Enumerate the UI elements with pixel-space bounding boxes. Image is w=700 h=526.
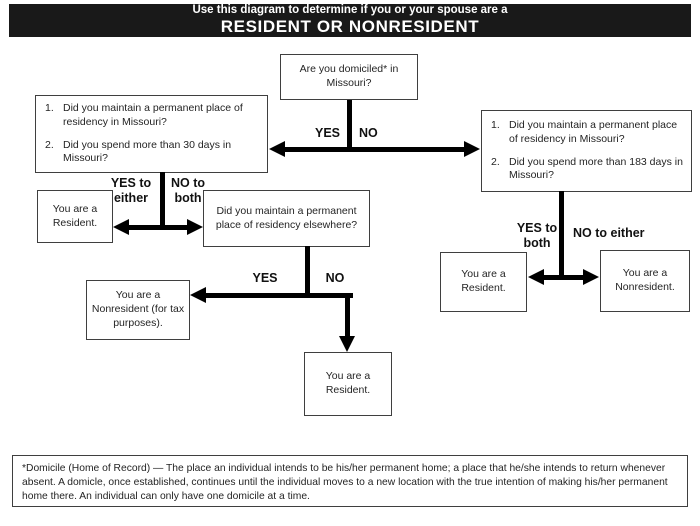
banner-subtitle: Use this diagram to determine if you or your spouse are a [192, 4, 508, 17]
arrowhead-to-right-resident [528, 269, 544, 285]
domicile-footnote: *Domicile (Home of Record) — The place an individual intends to be his/her permanent home; a place that he/she intends to return whenever absent. A domicle, once established, continues until the individual moves to a new location with the true intention of making his/her permanent home there. An individual can only have one domicile at a time. [12, 455, 688, 507]
list-number: 1. [45, 102, 54, 115]
arrowhead-to-nonresident-tax [190, 287, 206, 303]
node-nonresident-tax: You are a Nonresident (for tax purposes). [86, 280, 190, 340]
arrowhead-to-left-question [269, 141, 285, 157]
edge-label-top-no: NO [359, 126, 378, 140]
question-text: Did you spend more than 30 days in Missouri? [63, 138, 232, 165]
edge-label-right-no: NO to either [573, 226, 645, 240]
connector-top-horizontal [285, 147, 465, 152]
list-number: 1. [491, 119, 500, 132]
node-domiciled-question: Are you domiciled* in Missouri? [280, 54, 418, 100]
question-item [491, 119, 685, 146]
list-number: 2. [491, 155, 500, 168]
arrowhead-to-right-nonresident [583, 269, 599, 285]
banner-title: RESIDENT OR NONRESIDENT [220, 17, 480, 37]
node-right-nonresident: You are a Nonresident. [600, 250, 690, 312]
arrowhead-to-left-resident [113, 219, 129, 235]
connector-middle-horizontal [205, 293, 353, 298]
question-text: Did you spend more than 183 days in Missouri? [509, 155, 683, 182]
connector-right-vertical [559, 191, 564, 280]
node-bottom-resident: You are a Resident. [304, 352, 392, 416]
node-left-question [35, 95, 268, 173]
node-right-question [481, 110, 692, 192]
question-item [45, 139, 261, 166]
connector-middle-elbow-vertical [345, 293, 350, 337]
edge-label-middle-yes: YES [252, 271, 278, 285]
arrowhead-to-right-question [464, 141, 480, 157]
connector-top-vertical [347, 100, 352, 152]
arrowhead-to-elsewhere [187, 219, 203, 235]
node-right-resident: You are a Resident. [440, 252, 527, 312]
arrowhead-to-bottom-resident [339, 336, 355, 352]
question-item [45, 102, 261, 129]
edge-label-middle-no: NO [325, 271, 345, 285]
connector-middle-vertical [305, 246, 310, 298]
list-number: 2. [45, 138, 54, 151]
question-text: Did you maintain a permanent place of residency in Missouri? [63, 102, 243, 128]
question-text: Did you maintain a permanent place of residency in Missouri? [509, 119, 678, 145]
node-left-resident: You are a Resident. [37, 190, 113, 243]
edge-label-left-yes: YES to either [110, 176, 152, 205]
edge-label-top-yes: YES [314, 126, 340, 140]
connector-right-horizontal [542, 275, 584, 280]
question-item [491, 156, 685, 183]
edge-label-right-yes: YES to both [516, 221, 558, 250]
title-banner [9, 4, 691, 37]
edge-label-left-no: NO to both [170, 176, 206, 205]
node-elsewhere-question: Did you maintain a permanent place of residency elsewhere? [203, 190, 370, 247]
connector-left-vertical [160, 172, 165, 230]
